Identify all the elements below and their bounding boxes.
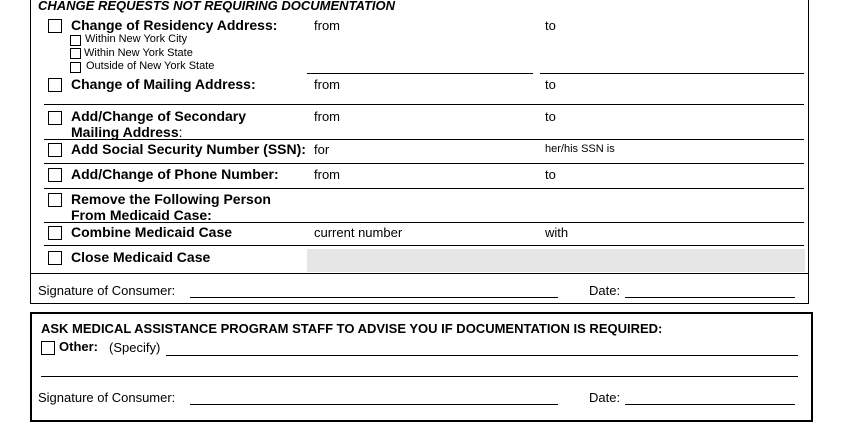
mailing-label: Change of Mailing Address: bbox=[71, 76, 256, 92]
other-line[interactable] bbox=[166, 355, 798, 356]
shaded-area bbox=[307, 249, 805, 272]
ssn-is: her/his SSN is bbox=[545, 143, 615, 155]
other-label: Other: bbox=[59, 339, 98, 354]
residency-label: Change of Residency Address: bbox=[71, 17, 278, 33]
secondary-mailing-checkbox[interactable] bbox=[48, 111, 62, 125]
residency-to: to bbox=[545, 18, 556, 33]
residency-from: from bbox=[314, 18, 340, 33]
mailing-to: to bbox=[545, 77, 556, 92]
ssn-for: for bbox=[314, 142, 330, 157]
remove-person-label-2: From Medicaid Case: bbox=[71, 207, 212, 223]
secondary-from: from bbox=[314, 109, 340, 124]
combine-case-checkbox[interactable] bbox=[48, 226, 62, 240]
row-divider bbox=[44, 222, 804, 223]
close-case-checkbox[interactable] bbox=[48, 251, 62, 265]
date-label-2: Date: bbox=[589, 390, 621, 405]
secondary-mailing-label: Add/Change of Secondary bbox=[71, 108, 247, 124]
remove-person-label: Remove the Following Person bbox=[71, 191, 271, 207]
row-divider bbox=[44, 139, 804, 140]
combine-case-label: Combine Medicaid Case bbox=[71, 224, 233, 240]
ssn-checkbox[interactable] bbox=[48, 143, 62, 157]
within-nys-label: Within New York State bbox=[84, 47, 193, 59]
row-divider bbox=[44, 245, 804, 246]
residency-from-line[interactable] bbox=[307, 73, 533, 74]
mailing-checkbox[interactable] bbox=[48, 78, 62, 92]
signature-line[interactable] bbox=[190, 297, 558, 298]
phone-from: from bbox=[314, 167, 340, 182]
combine-current: current number bbox=[314, 225, 403, 240]
row-divider bbox=[30, 273, 809, 274]
other-checkbox[interactable] bbox=[41, 341, 55, 355]
within-nyc-checkbox[interactable] bbox=[70, 35, 81, 46]
other-line-2[interactable] bbox=[41, 376, 798, 377]
close-case-label: Close Medicaid Case bbox=[71, 249, 211, 265]
residency-to-line[interactable] bbox=[540, 73, 804, 74]
secondary-to: to bbox=[545, 109, 556, 124]
section2-title: ASK MEDICAL ASSISTANCE PROGRAM STAFF TO ADVISE YOU IF DOCUMENTATION IS REQUIRED: bbox=[41, 321, 663, 336]
phone-checkbox[interactable] bbox=[48, 168, 62, 182]
remove-person-checkbox[interactable] bbox=[48, 193, 62, 207]
secondary-mailing-label-2: Mailing Address: bbox=[71, 124, 183, 140]
specify-label: (Specify) bbox=[109, 340, 161, 355]
signature-label-2: Signature of Consumer: bbox=[38, 390, 176, 405]
date-line[interactable] bbox=[625, 297, 795, 298]
combine-with: with bbox=[545, 225, 569, 240]
date-label: Date: bbox=[589, 283, 621, 298]
within-nyc-label: Within New York City bbox=[85, 33, 188, 45]
signature-line-2[interactable] bbox=[190, 404, 558, 405]
mailing-from: from bbox=[314, 77, 340, 92]
outside-nys-checkbox[interactable] bbox=[70, 62, 81, 73]
row-divider bbox=[44, 188, 804, 189]
outside-nys-label: Outside of New York State bbox=[86, 60, 215, 72]
phone-label: Add/Change of Phone Number: bbox=[71, 166, 279, 182]
within-nys-checkbox[interactable] bbox=[70, 48, 81, 59]
section1-title: CHANGE REQUESTS NOT REQUIRING DOCUMENTATION bbox=[38, 0, 396, 13]
date-line-2[interactable] bbox=[625, 404, 795, 405]
phone-to: to bbox=[545, 167, 556, 182]
row-divider bbox=[44, 104, 804, 105]
signature-label: Signature of Consumer: bbox=[38, 283, 176, 298]
row-divider bbox=[44, 163, 804, 164]
ssn-label: Add Social Security Number (SSN): bbox=[71, 141, 306, 157]
residency-checkbox[interactable] bbox=[48, 19, 62, 33]
